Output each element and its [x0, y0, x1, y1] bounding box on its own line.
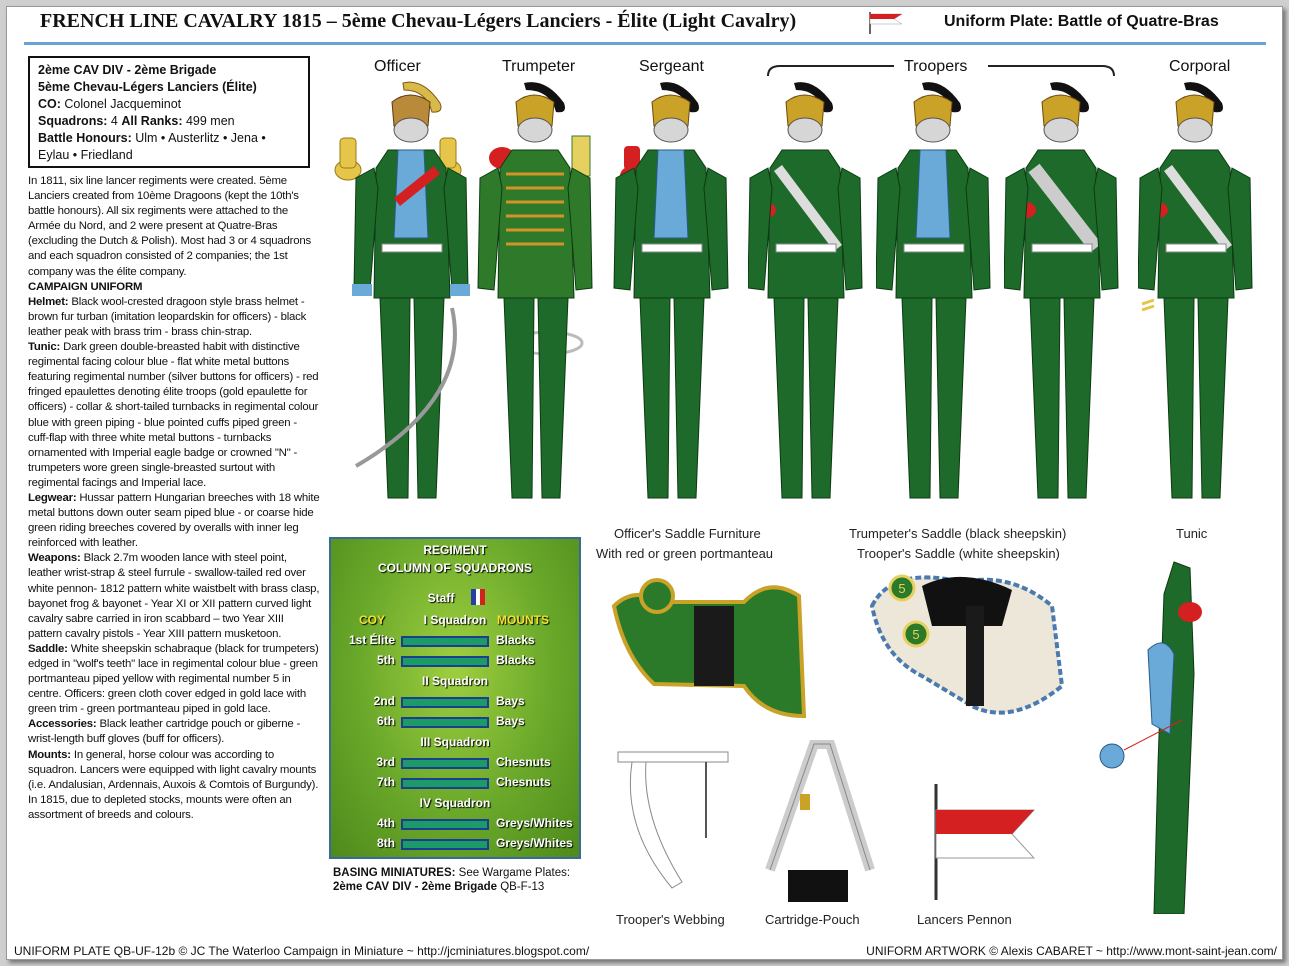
- saddle-paragraph: [28, 642, 320, 717]
- weapons-text: Black 2.7m wooden lance with steel point, leather wrist-strap & steel furrule - swallow-tailed red over white pennon- 1812 pattern white waistbelt with brass clasp, bayonet frog & bayonet - Year XI or XII pattern curved light cavalry sabre carried in iron scabbard – two Year XIII pattern cavalry pistols - Year XIII pattern musketoon.: [28, 552, 320, 640]
- honours-line: [38, 130, 300, 164]
- honours-label: Battle Honours:: [38, 131, 132, 145]
- coy-label: 2nd: [373, 694, 395, 708]
- company-bar: [401, 656, 489, 667]
- honours-value: Ulm • Austerlitz • Jena • Eylau • Friedland: [38, 131, 266, 162]
- pennon-icon: [868, 10, 904, 34]
- title-rule: [24, 42, 1266, 45]
- co-line: [38, 96, 300, 113]
- tricolour-flag-icon: [471, 589, 485, 605]
- legwear-label: Legwear:: [28, 491, 77, 504]
- company-row: [331, 633, 579, 651]
- coy-label: 4th: [377, 816, 395, 830]
- co-label: CO:: [38, 97, 61, 111]
- label-trumpeter: Trumpeter: [502, 58, 576, 75]
- trooper-figure-3: [1004, 78, 1134, 518]
- company-row: [331, 755, 579, 773]
- caption-trooper-saddle-1: Trumpeter's Saddle (black sheepskin): [849, 526, 1067, 541]
- ranks-value: 499 men: [182, 114, 235, 128]
- regiment-column-panel: [329, 537, 581, 859]
- trooper-figure-1: [748, 78, 878, 518]
- label-troopers: Troopers: [904, 58, 968, 75]
- caption-officer-saddle-2: With red or green portmanteau: [596, 546, 774, 561]
- company-bar: [401, 819, 489, 830]
- saddle-text: White sheepskin schabraque (black for trumpeters) edged in "wolf's teeth" lace in regimental colour blue - green portmanteau piped yellow with regimental number 5 in centre. Officers: green cloth cover edged in gold lace with green trim - green portmanteau piped in gold lace.: [28, 642, 319, 716]
- webbing-illustration: [612, 748, 742, 908]
- lancers-pennon-illustration: [924, 780, 1044, 900]
- legwear-text: Hussar pattern Hungarian breeches with 18 white metal buttons down outer seam piped blue - or coarse hide green riding breeches covered by overalls with inner leg reinforced with leather.: [28, 491, 320, 550]
- coy-label: 6th: [377, 714, 395, 728]
- portmanteau-number: 5: [898, 581, 906, 596]
- caption-webbing: Trooper's Webbing: [616, 912, 725, 927]
- uniform-description: [28, 174, 320, 823]
- squadron-2-label: II Squadron: [422, 674, 488, 688]
- sergeant-figure: [610, 78, 750, 518]
- company-row: [331, 836, 579, 854]
- mounts-text: In general, horse colour was according to squadron. Lancers were equipped with light cavalry mounts (i.e. Andalusian, Ardennais, Auxois & Comtois of Burgundy). In 1815, due to depleted stocks, mounts were often an assortment of breeds and colours.: [28, 748, 319, 821]
- trooper-saddle-illustration: [862, 566, 1072, 746]
- mount-label: Blacks: [496, 653, 535, 667]
- tunic-label: Tunic:: [28, 341, 61, 354]
- coy-label: 8th: [377, 836, 395, 850]
- company-row: [331, 694, 579, 712]
- regiment-line: 5ème Chevau-Légers Lanciers (Élite): [38, 80, 257, 94]
- coy-label: 3rd: [376, 755, 395, 769]
- coy-label: 7th: [377, 775, 395, 789]
- company-bar: [401, 758, 489, 769]
- mount-label: Bays: [496, 714, 525, 728]
- trooper-figure-2: [876, 78, 1006, 518]
- coy-label: 5th: [377, 653, 395, 667]
- caption-tunic: Tunic: [1176, 526, 1208, 541]
- tunic-paragraph: [28, 340, 320, 491]
- mount-label: Greys/Whites: [496, 836, 573, 850]
- basing-plate-ref: QB-F-13: [497, 881, 545, 893]
- campaign-heading: CAMPAIGN UNIFORM: [28, 280, 143, 293]
- company-bar: [401, 636, 489, 647]
- regiment-subtitle: COLUMN OF SQUADRONS: [378, 561, 532, 575]
- basing-note: [333, 866, 603, 894]
- company-row: [331, 653, 579, 671]
- accessories-text: Black leather cartridge pouch or giberne - wrist-length buff gloves (buff for officers).: [28, 718, 301, 746]
- company-bar: [401, 717, 489, 728]
- tunic-text: Dark green double-breasted habit with distinctive regimental facing colour blue - flat white metal buttons featuring regimental number (silver buttons for officers) - red fringed epaulettes denoting élite troops (gold epaulette for officers) - collar & short-tailed turnbacks in regimental colour blue with green piping - blue pointed cuffs piped green - cuff-flap with three white metal buttons - turnbacks ornamented with Imperial eagle badge or crowned "N" - trumpeters wore green single-breasted surtout with regimental facings and Imperial lace.: [28, 341, 319, 489]
- cartridge-pouch-illustration: [760, 740, 880, 908]
- officer-figure: [318, 78, 488, 518]
- squadron-3-label: III Squadron: [420, 735, 490, 749]
- company-row: [331, 816, 579, 834]
- squadrons-line: [38, 113, 300, 130]
- basing-text: See Wargame Plates:: [455, 867, 571, 879]
- coy-label: 1st Élite: [348, 633, 395, 647]
- coy-header: COY: [359, 613, 386, 627]
- regiment-title: REGIMENT: [423, 543, 487, 557]
- tunic-illustration: [1094, 554, 1204, 914]
- label-corporal: Corporal: [1169, 58, 1231, 75]
- ranks-label: All Ranks:: [121, 114, 183, 128]
- division-line: 2ème CAV DIV - 2ème Brigade: [38, 63, 217, 77]
- mount-label: Chesnuts: [496, 775, 551, 789]
- mounts-label: Mounts:: [28, 748, 71, 761]
- company-row: [331, 714, 579, 732]
- trumpeter-figure: [476, 78, 626, 518]
- helmet-text: Black wool-crested dragoon style brass helmet - brown fur turban (imitation leopardskin for officers) - black leather peak with brass trim - brass chin-strap.: [28, 295, 307, 338]
- squadrons-value: 4: [107, 114, 122, 128]
- co-value: Colonel Jacqueminot: [60, 97, 182, 111]
- caption-pennon: Lancers Pennon: [917, 912, 1012, 927]
- label-sergeant: Sergeant: [639, 58, 704, 75]
- intro-text: In 1811, six line lancer regiments were created. 5ème Lanciers created from 10ème Dragoons (kept the 10th's battle honours). All six regiments were attached to the Armée du Nord, and 2 were present at Quatre-Bras (excluding the Dutch & Polish). Most had 3 or 4 squadrons and each squadron consisted of 2 companies; the 1st company was the élite company.: [28, 175, 312, 278]
- squadrons-label: Squadrons:: [38, 114, 108, 128]
- regiment-infobox: [28, 56, 310, 168]
- caption-trooper-saddle-2: Trooper's Saddle (white sheepskin): [857, 546, 1060, 561]
- accessories-label: Accessories:: [28, 718, 97, 731]
- legwear-paragraph: [28, 491, 320, 551]
- label-officer: Officer: [374, 58, 421, 75]
- company-bar: [401, 778, 489, 789]
- mounts-paragraph: [28, 748, 320, 823]
- weapons-paragraph: [28, 551, 320, 642]
- mount-label: Blacks: [496, 633, 535, 647]
- company-bar: [401, 839, 489, 850]
- plate-subtitle: Uniform Plate: Battle of Quatre-Bras: [944, 13, 1219, 30]
- staff-label: Staff: [427, 591, 455, 605]
- weapons-label: Weapons:: [28, 552, 81, 565]
- footer-credit-left: UNIFORM PLATE QB-UF-12b © JC The Waterloo Campaign in Miniature ~ http://jcminiatures.blogspot.com/: [14, 944, 590, 958]
- troopers-brace: [766, 60, 1116, 78]
- mount-label: Greys/Whites: [496, 816, 573, 830]
- basing-label: BASING MINIATURES:: [333, 867, 456, 879]
- officer-saddle-illustration: [594, 566, 824, 746]
- mount-label: Bays: [496, 694, 525, 708]
- helmet-label: Helmet:: [28, 295, 69, 308]
- basing-brigade: 2ème CAV DIV - 2ème Brigade: [333, 881, 498, 893]
- caption-pouch: Cartridge-Pouch: [765, 912, 860, 927]
- footer-credit-right: UNIFORM ARTWORK © Alexis CABARET ~ http://www.mont-saint-jean.com/: [866, 944, 1277, 958]
- squadron-4-label: IV Squadron: [419, 796, 491, 810]
- squadron-1-label: I Squadron: [423, 613, 487, 627]
- portmanteau-number: 5: [912, 627, 920, 642]
- company-row: [331, 775, 579, 793]
- corporal-figure: [1138, 78, 1268, 518]
- accessories-paragraph: [28, 717, 320, 747]
- company-bar: [401, 697, 489, 708]
- mount-label: Chesnuts: [496, 755, 551, 769]
- mounts-header: MOUNTS: [497, 613, 549, 627]
- plate-title: FRENCH LINE CAVALRY 1815 – 5ème Chevau-Légers Lanciers - Élite (Light Cavalry): [40, 10, 797, 32]
- caption-officer-saddle-1: Officer's Saddle Furniture: [614, 526, 761, 541]
- saddle-label: Saddle:: [28, 642, 68, 655]
- helmet-paragraph: [28, 295, 320, 340]
